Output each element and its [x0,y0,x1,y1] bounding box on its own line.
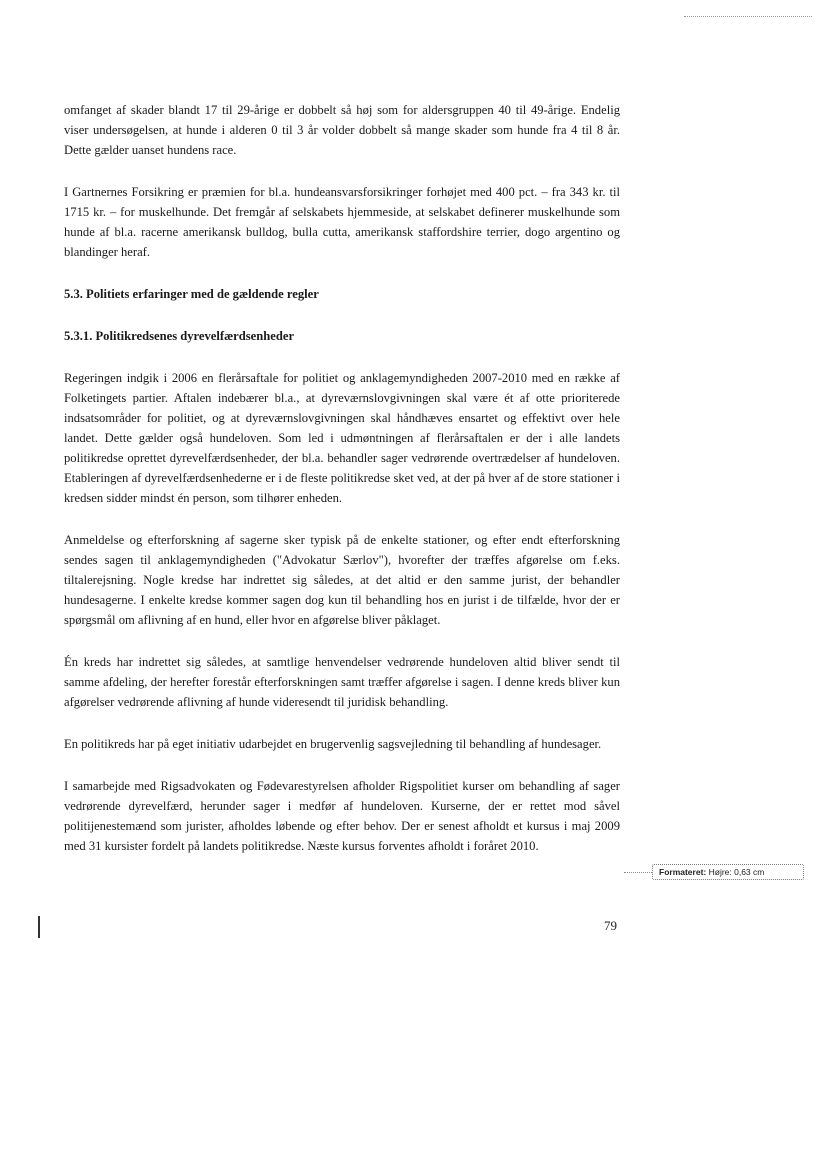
change-bar [38,916,40,938]
top-dotted-line [684,16,812,17]
formatting-comment-balloon[interactable] [652,864,804,880]
document-body [64,100,620,878]
comment-label: Formateret: [659,867,707,877]
paragraph-2: I Gartnernes Forsikring er præmien for bl.a. hundeansvarsforsikringer forhøjet med 400 pct. – fra 343 kr. til 1715 kr. – for muskelhunde. Det fremgår af selskabets hjemmeside, at selskabet definerer muskelhunde som hunde af bl.a. racerne amerikansk bulldog, bulla cutta, amerikansk staffordshire terrier, dogo argentino og blandinger heraf. [64,185,620,259]
paragraph-1: omfanget af skader blandt 17 til 29-årige er dobbelt så høj som for aldersgruppen 40 til 49-årige. Endelig viser undersøgelsen, at hunde i alderen 0 til 3 år volder dobbelt så mange skader som hunde fra 4 til 8 år. Dette gælder uanset hundens race. [64,103,620,157]
paragraph-6: En politikreds har på eget initiativ udarbejdet en brugervenlig sagsvejledning til behandling af hundesager. [64,737,602,751]
comment-connector-line [624,872,652,873]
paragraph-7: I samarbejde med Rigsadvokaten og Fødevarestyrelsen afholder Rigspolitiet kurser om behandling af sager vedrørende dyrevelfærd, herunder sager i medfør af hundeloven. Kurserne, der er rettet mod såvel politijenestemænd som jurister, afholdes løbende og efter behov. Der er senest afholdt et kursus i maj 2009 med 31 kursister fordelt på landets politikredse. Næste kursus forventes afholdt i foråret 2010. [64,779,620,853]
page-number: 79 [604,918,617,933]
section-heading-5-3: 5.3. Politiets erfaringer med de gældende regler [64,287,319,301]
paragraph-3: Regeringen indgik i 2006 en flerårsaftale for politiet og anklagemyndigheden 2007-2010 med en række af Folketingets partier. Aftalen indebærer bl.a., at dyreværnslovgivningen skal være ét af otte prioriterede indsatsområder for politiet, og at dyreværnslovgivningen skal håndhæves ensartet og effektivt over hele landet. Dette gælder også hundeloven. Som led i udmøntningen af flerårsaftalen er der i alle landets politikredse oprettet dyrevelfærdsenheder, der bl.a. behandler sager vedrørende overtrædelser af hundeloven. Etableringen af dyrevelfærdsenhederne er i de fleste politikredse sket ved, at der på hver af de store stationer i kredsen sidder mindst én person, som tilhører enheden. [64,371,620,505]
comment-text: Højre: 0,63 cm [708,867,765,877]
paragraph-4: Anmeldelse og efterforskning af sagerne sker typisk på de enkelte stationer, og efter endt efterforskning sendes sagen til anklagemyndigheden ("Advokatur Særlov"), hvorefter der træffes afgørelse om f.eks. tiltalerejsning. Nogle kredse har indrettet sig således, at det altid er den samme jurist, der behandler hundesagerne. I enkelte kredse kommer sagen dog kun til behandling hos en jurist i de tilfælde, hvor der er spørgsmål om aflivning af en hund, eller hvor en afgørelse bliver påklaget. [64,533,620,627]
paragraph-5: Én kreds har indrettet sig således, at samtlige henvendelser vedrørende hundeloven altid bliver sendt til samme afdeling, der herefter forestår efterforskningen samt træffer afgørelse i sagen. I denne kreds bliver kun afgørelser vedrørende aflivning af hunde videresendt til juridisk behandling. [64,655,620,709]
section-heading-5-3-1: 5.3.1. Politikredsenes dyrevelfærdsenheder [64,329,295,343]
